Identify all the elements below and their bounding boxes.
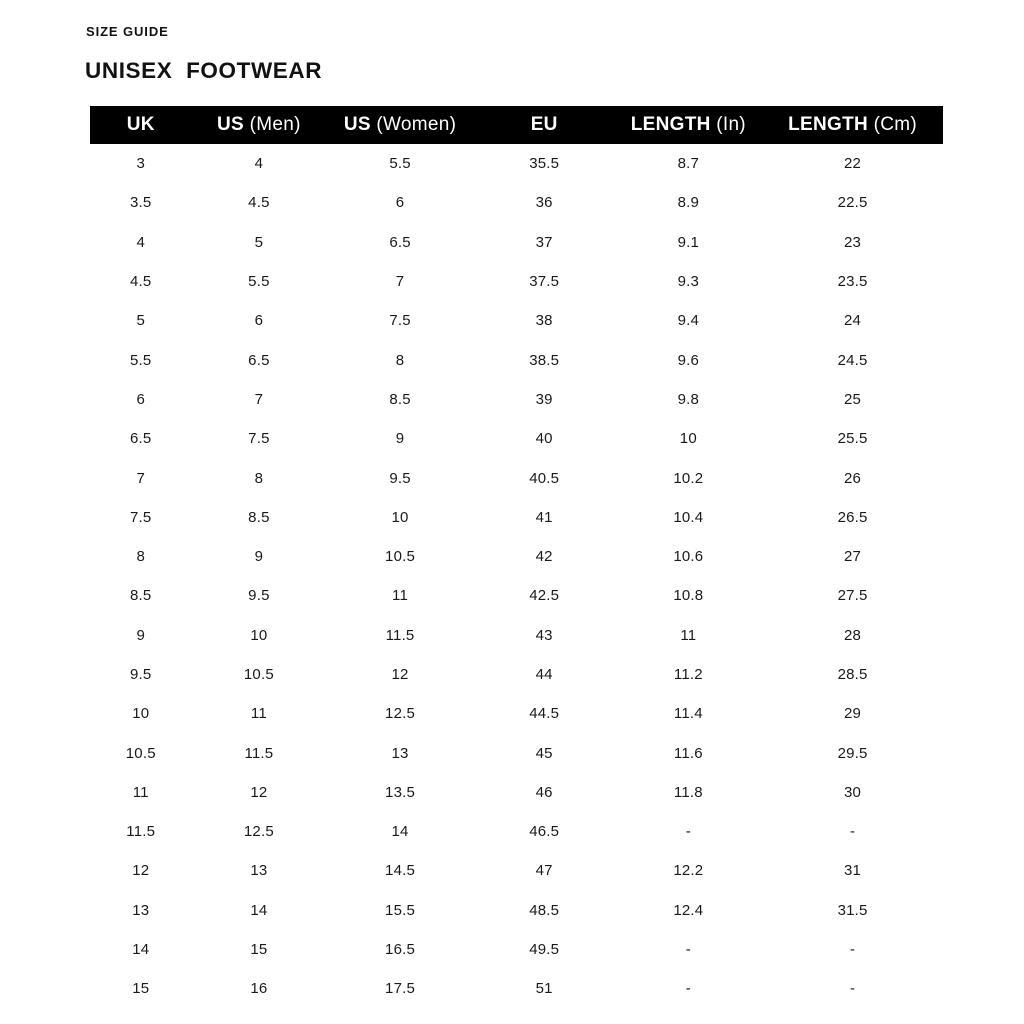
- table-cell: 10.2: [673, 469, 704, 487]
- table-cell: 10.8: [673, 587, 704, 605]
- table-cell: 11: [392, 587, 409, 605]
- table-cell: 10: [391, 508, 409, 526]
- table-row: [90, 851, 943, 890]
- table-cell: 11: [680, 626, 697, 644]
- table-cell: 51: [535, 980, 553, 998]
- table-cell: 37.5: [529, 273, 560, 291]
- table-header-row: [90, 106, 943, 144]
- table-row: [90, 183, 943, 222]
- table-cell: 9.1: [677, 233, 700, 251]
- table-row: [90, 144, 943, 183]
- column-header-label: EU: [530, 114, 558, 135]
- table-cell: 5.5: [130, 351, 152, 369]
- table-cell: 9.8: [677, 390, 700, 408]
- table-cell: 39: [535, 390, 553, 408]
- table-cell: 11.6: [673, 744, 703, 762]
- table-cell: 9.5: [389, 469, 411, 487]
- table-cell: 14.5: [385, 862, 416, 880]
- table-row: [90, 694, 943, 733]
- table-header: [90, 106, 943, 144]
- table-cell: 42: [535, 548, 553, 566]
- table-cell: 12: [132, 862, 150, 880]
- table-cell: -: [685, 941, 691, 959]
- table-cell: 8: [395, 351, 405, 369]
- table-cell: 27: [844, 548, 862, 566]
- table-cell: 25: [844, 390, 862, 408]
- column-header-label: US: [343, 114, 371, 135]
- table-cell: 7: [395, 273, 405, 291]
- table-cell: 5.5: [389, 155, 411, 173]
- table-cell: 8: [254, 469, 264, 487]
- table-cell: 10.6: [673, 548, 704, 566]
- table-cell: 12.4: [673, 901, 704, 919]
- table-cell: 11.8: [673, 783, 703, 801]
- table-cell: 12.5: [243, 823, 274, 841]
- table-cell: 25.5: [837, 430, 868, 448]
- table-cell: 46.5: [529, 823, 560, 841]
- table-cell: 5: [254, 233, 264, 251]
- table-cell: 7.5: [389, 312, 411, 330]
- table-cell: 10.5: [243, 666, 274, 683]
- table-cell: 6: [395, 194, 405, 212]
- table-cell: 9.5: [248, 587, 270, 605]
- table-cell: 8.7: [677, 155, 700, 173]
- table-cell: 10: [250, 626, 268, 644]
- table-cell: 14: [250, 901, 268, 919]
- column-header-sublabel: (In): [710, 114, 746, 135]
- table-cell: 38: [535, 312, 553, 330]
- table-cell: 17.5: [385, 980, 416, 998]
- table-cell: 14: [132, 941, 150, 959]
- table-cell: 9: [254, 548, 264, 566]
- table-cell: 6: [136, 390, 146, 408]
- table-cell: 43: [535, 626, 553, 644]
- table-cell: 9.4: [677, 312, 700, 330]
- table-cell: 11.5: [385, 626, 415, 644]
- table-cell: 27.5: [837, 587, 868, 605]
- table-cell: 8.5: [248, 508, 270, 526]
- table-cell: 36: [535, 194, 553, 212]
- table-cell: 28.5: [837, 666, 868, 683]
- table-cell: 12: [250, 783, 268, 801]
- table-cell: 40: [535, 430, 553, 448]
- table-cell: 41: [535, 508, 553, 526]
- table-cell: 10: [132, 705, 150, 723]
- table-cell: 22.5: [837, 194, 868, 212]
- table-cell: 6.5: [248, 351, 270, 369]
- table-cell: 31.5: [837, 901, 868, 919]
- column-header-us-men: [192, 106, 327, 144]
- table-cell: 23.5: [837, 273, 868, 291]
- table-cell: 10.5: [125, 744, 156, 762]
- table-row: [90, 458, 943, 497]
- table-cell: 48.5: [529, 901, 560, 919]
- table-cell: 11: [250, 705, 267, 723]
- table-cell: 31: [844, 862, 862, 880]
- table-cell: 13.5: [385, 783, 416, 801]
- table-cell: 29: [844, 705, 862, 723]
- table-cell: 26.5: [837, 508, 868, 526]
- table-row: [90, 537, 943, 576]
- table-cell: -: [685, 823, 691, 841]
- table-cell: 30: [844, 783, 862, 801]
- table-cell: 10.5: [385, 548, 416, 566]
- table-cell: 6.5: [130, 430, 152, 448]
- table-row: [90, 891, 943, 930]
- table-cell: 11: [132, 783, 149, 801]
- table-cell: 38.5: [529, 351, 560, 369]
- table-cell: -: [849, 980, 856, 998]
- size-guide-eyebrow: SIZE GUIDE: [86, 24, 169, 39]
- table-cell: 5: [136, 312, 146, 330]
- table-cell: 9: [395, 430, 405, 448]
- column-header-eu: [474, 106, 615, 144]
- column-header-label: US: [217, 114, 245, 135]
- table-cell: 22: [844, 155, 862, 173]
- table-cell: 11.2: [673, 666, 703, 683]
- table-row: [90, 733, 943, 772]
- table-cell: 15: [132, 980, 150, 998]
- table-row: [90, 301, 943, 340]
- table-cell: 13: [132, 901, 150, 919]
- table-cell: 4.5: [248, 194, 270, 212]
- table-cell: 4.5: [130, 273, 152, 291]
- table-cell: 7.5: [248, 430, 270, 448]
- table-cell: 15.5: [385, 901, 416, 919]
- table-cell: 8: [136, 548, 146, 566]
- table-cell: 4: [136, 233, 146, 251]
- table-cell: 9.5: [130, 666, 152, 683]
- table-cell: 47: [535, 862, 553, 880]
- column-header-sublabel: (Women): [370, 114, 457, 135]
- table-cell: 35.5: [529, 155, 560, 173]
- size-table-body: [90, 144, 943, 1009]
- size-conversion-table: [90, 106, 943, 1009]
- table-cell: 16.5: [385, 941, 416, 959]
- table-cell: 42.5: [529, 587, 560, 605]
- table-row: [90, 340, 943, 379]
- table-row: [90, 576, 943, 615]
- table-cell: -: [849, 941, 856, 959]
- table-cell: 45: [535, 744, 553, 762]
- table-row: [90, 773, 943, 812]
- column-header-uk: [90, 106, 192, 144]
- table-cell: 5.5: [248, 273, 270, 291]
- table-cell: 7: [254, 390, 264, 408]
- table-cell: -: [685, 980, 691, 998]
- table-cell: 7.5: [130, 508, 152, 526]
- table-row: [90, 419, 943, 458]
- table-cell: 46: [535, 783, 553, 801]
- table-row: [90, 655, 943, 694]
- table-cell: 16: [250, 980, 268, 998]
- table-cell: 10.4: [673, 508, 704, 526]
- table-row: [90, 262, 943, 301]
- table-cell: 40.5: [529, 469, 560, 487]
- table-row: [90, 498, 943, 537]
- table-cell: 28: [844, 626, 862, 644]
- table-cell: 6: [254, 312, 264, 330]
- table-cell: 11.5: [126, 823, 156, 841]
- table-cell: 24: [844, 312, 862, 330]
- table-cell: 9.6: [677, 351, 700, 369]
- table-cell: 15: [250, 941, 268, 959]
- table-cell: 8.9: [677, 194, 700, 212]
- table-cell: 10: [679, 430, 697, 448]
- table-cell: 44: [535, 666, 553, 683]
- table-row: [90, 969, 943, 1008]
- column-header-sublabel: (Cm): [868, 114, 917, 135]
- table-cell: 23: [844, 233, 862, 251]
- table-row: [90, 616, 943, 655]
- table-cell: 9.3: [677, 273, 700, 291]
- table-cell: 11.5: [244, 744, 274, 762]
- table-cell: 26: [844, 469, 862, 487]
- table-cell: 12.5: [385, 705, 416, 723]
- table-cell: 8.5: [130, 587, 152, 605]
- column-header-label: UK: [126, 114, 155, 135]
- table-row: [90, 380, 943, 419]
- table-cell: 24.5: [837, 351, 868, 369]
- table-cell: 12: [391, 666, 409, 683]
- table-cell: 8.5: [389, 390, 411, 408]
- table-cell: 7: [136, 469, 146, 487]
- column-header-length-cm: [762, 106, 943, 144]
- column-header-label: LENGTH: [788, 114, 869, 135]
- table-cell: -: [849, 823, 856, 841]
- table-row: [90, 812, 943, 851]
- table-cell: 44.5: [529, 705, 560, 723]
- table-cell: 3: [136, 155, 146, 173]
- table-cell: 6.5: [389, 233, 411, 251]
- table-cell: 29.5: [837, 744, 868, 762]
- column-header-us-women: [326, 106, 474, 144]
- table-cell: 13: [250, 862, 268, 880]
- column-header-label: LENGTH: [630, 114, 711, 135]
- table-row: [90, 223, 943, 262]
- table-cell: 14: [391, 823, 409, 841]
- table-cell: 37: [535, 233, 553, 251]
- table-cell: 9: [136, 626, 146, 644]
- table-cell: 12.2: [673, 862, 704, 880]
- table-cell: 13: [391, 744, 409, 762]
- page-title: UNISEX FOOTWEAR: [85, 58, 323, 83]
- column-header-length-in: [615, 106, 763, 144]
- table-cell: 4: [254, 155, 264, 173]
- table-cell: 3.5: [130, 194, 152, 212]
- table-cell: 11.4: [673, 705, 703, 723]
- table-cell: 49.5: [529, 941, 560, 959]
- column-header-sublabel: (Men): [244, 114, 301, 135]
- table-row: [90, 930, 943, 969]
